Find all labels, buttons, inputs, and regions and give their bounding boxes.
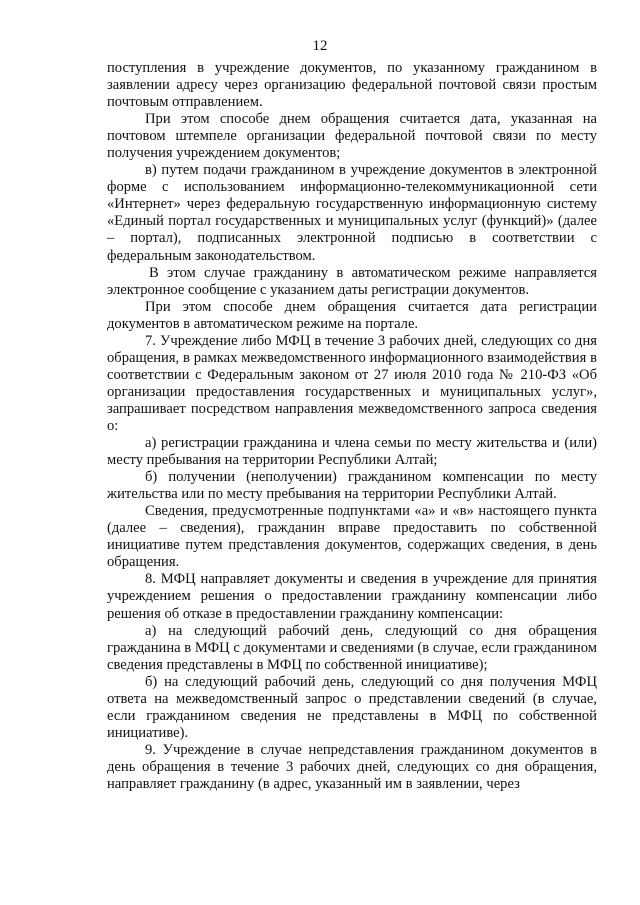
paragraph-electronic-submission: в) путем подачи гражданином в учреждение документов в электронной форме с использованием информационно-телекоммуникационной сети «Интернет» через федеральную государственную информационную систему «Единый портал государственных и муниципальных услуг (функций)» (далее – портал), подписанных электронной подписью в соответствии с федеральным законодательством.	[107, 162, 597, 264]
paragraph-electronic-notice: В этом случае гражданину в автоматическом режиме направляется электронное сообщение с указанием даты регистрации документов.	[107, 264, 597, 298]
paragraph-item-9: 9. Учреждение в случае непредставления гражданином документов в день обращения в течение 3 рабочих дней, следующих со дня обращения, направляет гражданину (в адрес, указанный им в заявлении, через	[107, 741, 597, 792]
paragraph-item-8a: а) на следующий рабочий день, следующий со дня обращения гражданина в МФЦ с документами и сведениями (в случае, если гражданином сведения представлены в МФЦ по собственной инициативе);	[107, 622, 597, 673]
paragraph-portal-date: При этом способе днем обращения считается дата регистрации документов в автоматическом режиме на портале.	[107, 298, 597, 332]
paragraph-information-own-initiative: Сведения, предусмотренные подпунктами «а» и «в» настоящего пункта (далее – сведения), гражданин вправе предоставить по собственной инициативе путем представления документов, содержащих сведения, в день обращения.	[107, 503, 597, 571]
paragraph-item-8b: б) на следующий рабочий день, следующий со дня получения МФЦ ответа на межведомственный запрос о представлении сведений (в случае, если гражданином сведения не представлены в МФЦ по собственной инициативе).	[107, 673, 597, 741]
paragraph-continuation: поступления в учреждение документов, по указанному гражданином в заявлении адресу через организацию федеральной почтовой связи простым почтовым отправлением.	[107, 60, 597, 111]
paragraph-postal-date: При этом способе днем обращения считается дата, указанная на почтовом штемпеле организации федеральной почтовой связи по месту получения учреждением документов;	[107, 111, 597, 162]
paragraph-item-7b: б) получении (неполучении) гражданином компенсации по месту жительства или по месту пребывания на территории Республики Алтай.	[107, 469, 597, 503]
paragraph-item-7a: а) регистрации гражданина и члена семьи по месту жительства и (или) месту пребывания на территории Республики Алтай;	[107, 435, 597, 469]
paragraph-item-7: 7. Учреждение либо МФЦ в течение 3 рабочих дней, следующих со дня обращения, в рамках межведомственного информационного взаимодействия в соответствии с Федеральным законом от 27 июля 2010 года № 210-ФЗ «Об организации предоставления государственных и муниципальных услуг», запрашивает посредством направления межведомственного запроса сведения о:	[107, 332, 597, 434]
paragraph-item-8: 8. МФЦ направляет документы и сведения в учреждение для принятия учреждением решения о предоставлении гражданину компенсации либо решения об отказе в предоставлении гражданину компенсации:	[107, 571, 597, 622]
document-body	[107, 60, 597, 793]
page-number: 12	[312, 38, 328, 54]
